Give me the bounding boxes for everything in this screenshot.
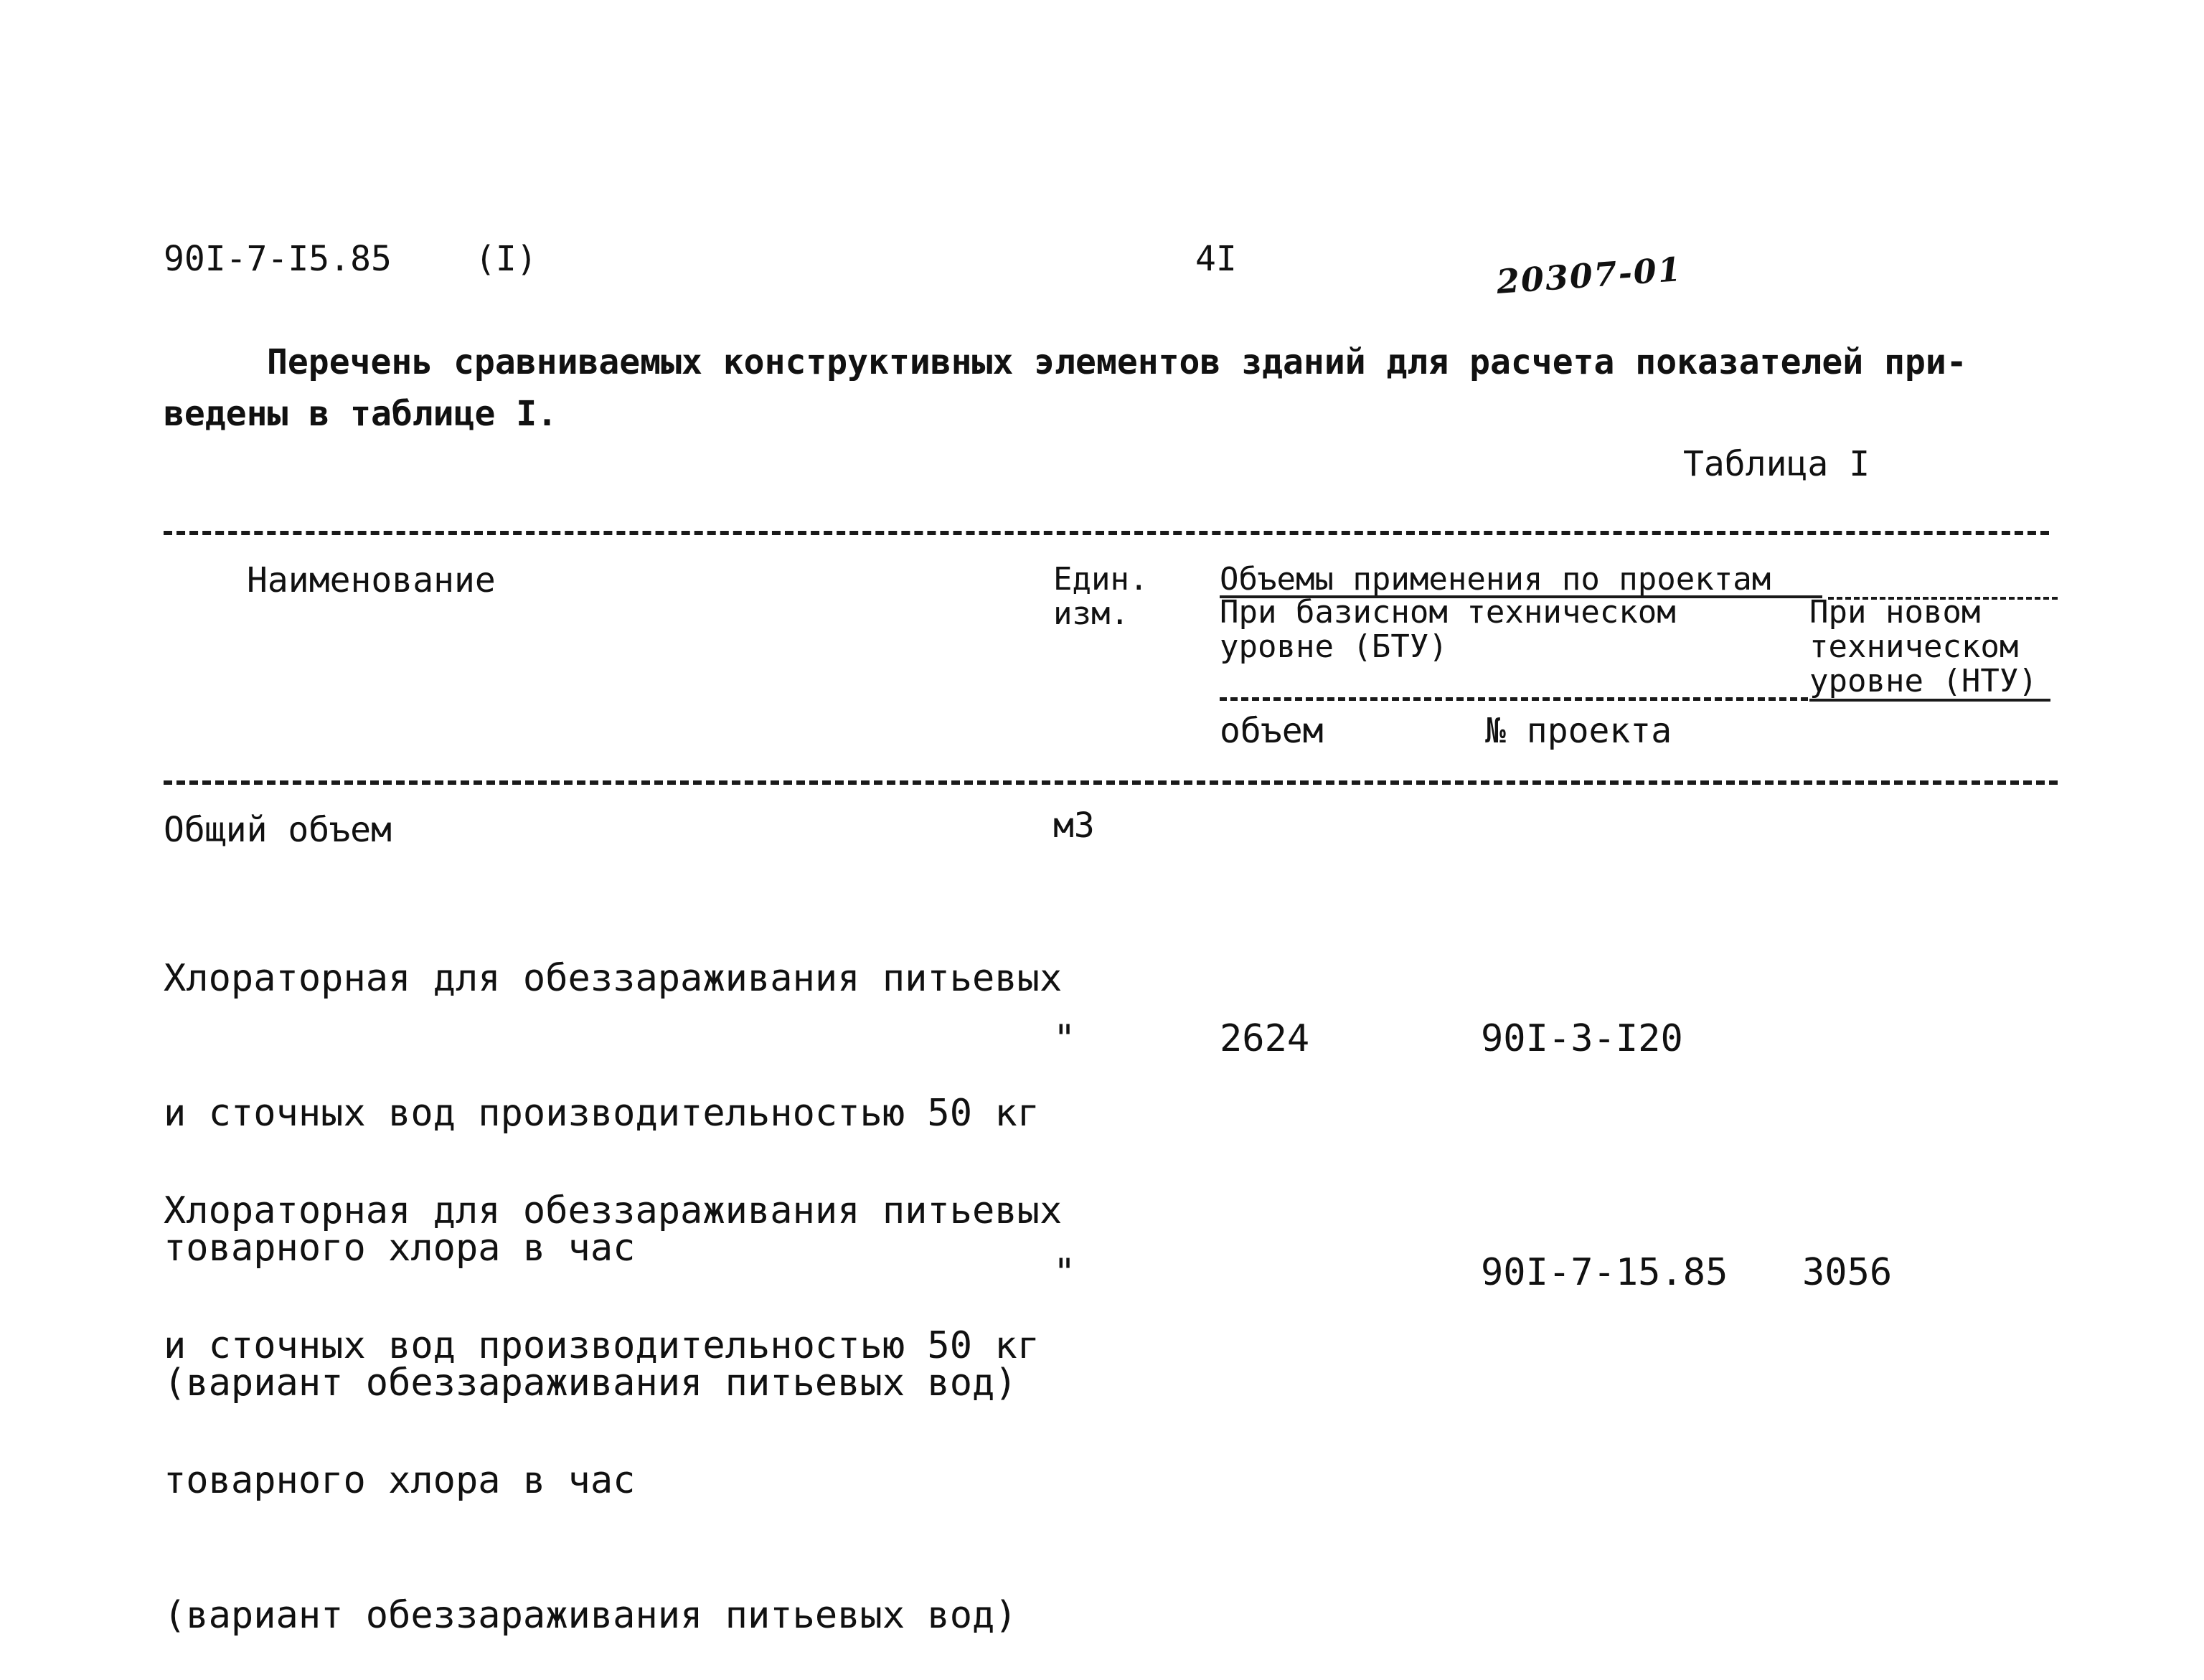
row-3-name (164, 1103, 1062, 1680)
intro-line-1: Перечень сравниваемых конструктивных элементов зданий для расчета показателей при- (267, 342, 1967, 382)
header-ntu-line-2: техническом (1809, 628, 2019, 665)
header-volumes-title: Объемы применения по проектам (1220, 561, 1771, 598)
row-2-volume: 2624 (1220, 1017, 1310, 1060)
row-2-unit: " (1053, 1017, 1076, 1060)
header-unit-line-2: изм. (1053, 595, 1129, 632)
header-project-no: № проекта (1485, 711, 1672, 751)
intro-line-2: ведены в таблице I. (164, 394, 558, 434)
ntu-underline (1809, 699, 2050, 702)
document-code: 90I-7-I5.85 (164, 239, 392, 279)
row-2-project: 90I-3-I20 (1481, 1017, 1683, 1060)
row-1-name: Общий объем (164, 810, 392, 850)
header-ntu-line-3: уровне (НТУ) (1809, 663, 2038, 699)
header-ntu-line-1: При новом (1809, 594, 1981, 631)
header-btu-line-1: При базисном техническом (1220, 594, 1676, 631)
header-btu-line-2: уровне (БТУ) (1220, 628, 1448, 665)
subheader-rule (1220, 697, 1808, 701)
table-header-rule (164, 780, 2058, 785)
row-3-ntu: 3056 (1802, 1251, 1893, 1294)
handwritten-number: 20307-01 (1495, 249, 1684, 301)
table-label: Таблица I (1683, 444, 1870, 484)
row-1-unit: м3 (1053, 806, 1095, 846)
page-number: 4I (1195, 239, 1237, 279)
row-2-name-line-1: Хлораторная для обеззараживания питьевых (164, 957, 1063, 1000)
row-3-name-line-1: Хлораторная для обеззараживания питьевых (164, 1189, 1063, 1232)
row-2-name-line-3: товарного хлора в час (164, 1227, 636, 1270)
row-3-name-line-2: и сточных вод производительностью 50 кг (164, 1324, 1040, 1367)
document-part: (I) (475, 239, 537, 279)
table-top-rule (164, 531, 2049, 535)
header-unit-line-1: Един. (1053, 561, 1149, 598)
header-volume: объем (1220, 711, 1324, 751)
row-3-name-line-4: (вариант обеззараживания питьевых вод) (164, 1594, 1017, 1637)
row-2-name-line-2: и сточных вод производительностью 50 кг (164, 1092, 1040, 1135)
row-3-unit: " (1053, 1251, 1076, 1294)
row-3-project: 90I-7-15.85 (1481, 1251, 1728, 1294)
header-name: Наименование (247, 560, 496, 600)
row-3-name-line-3: товарного хлора в час (164, 1459, 636, 1502)
row-2-name-line-4: (вариант обеззараживания питьевых вод) (164, 1362, 1017, 1405)
